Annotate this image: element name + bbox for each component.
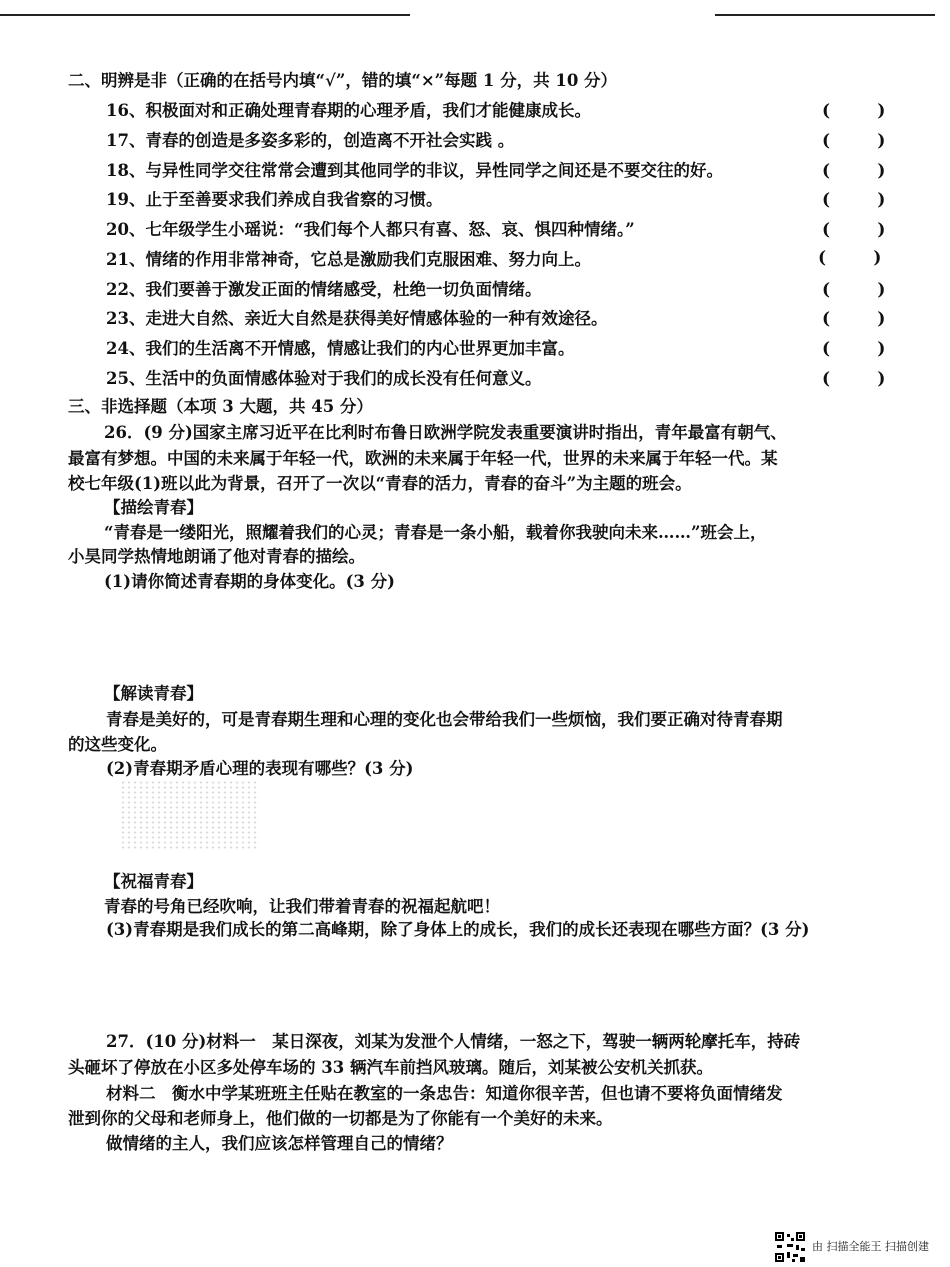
q26-part2-title: 【解读青春】 <box>104 684 203 703</box>
tf-item-24: 24、我们的生活离不开情感，情感让我们的内心世界更加丰富。 <box>106 339 575 358</box>
q26-part3-title: 【祝福青春】 <box>104 872 203 891</box>
answer-blank-19[interactable]: ( ) <box>822 190 886 210</box>
q26-question-3: (3)青春期是我们成长的第二高峰期，除了身体上的成长，我们的成长还表现在哪些方面？(3 分) <box>106 920 810 939</box>
answer-blank-23[interactable]: ( ) <box>822 309 886 329</box>
tf-item-18: 18、与异性同学交往常常会遭到其他同学的非议，异性同学之间还是不要交往的好。 <box>106 161 723 180</box>
answer-blank-20[interactable]: ( ) <box>822 220 886 240</box>
q26-part1-text-2: 小昊同学热情地朗诵了他对青春的描绘。 <box>68 547 365 566</box>
tf-item-17: 17、青春的创造是多姿多彩的，创造离不开社会实践 。 <box>106 131 515 150</box>
tf-item-20: 20、七年级学生小瑶说：“我们每个人都只有喜、怒、哀、惧四种情绪。” <box>106 220 635 239</box>
q26-part2-text-1: 青春是美好的，可是青春期生理和心理的变化也会带给我们一些烦恼，我们要正确对待青春期 <box>106 710 783 729</box>
answer-blank-17[interactable]: ( ) <box>822 131 886 151</box>
top-rule-right <box>715 14 935 16</box>
answer-blank-18[interactable]: ( ) <box>822 161 886 181</box>
tf-item-25: 25、生活中的负面情感体验对于我们的成长没有任何意义。 <box>106 369 542 388</box>
tf-item-21: 21、情绪的作用非常神奇，它总是激励我们克服困难、努力向上。 <box>106 250 591 269</box>
q26-intro-line-1: 26．(9 分)国家主席习近平在比利时布鲁日欧洲学院发表重要演讲时指出，青年最富有朝气、 <box>104 423 787 442</box>
scan-noise <box>120 780 260 850</box>
tf-item-22: 22、我们要善于激发正面的情绪感受，杜绝一切负面情绪。 <box>106 280 542 299</box>
q27-line-3: 材料二 衡水中学某班班主任贴在教室的一条忠告：知道你很辛苦，但也请不要将负面情绪发 <box>106 1084 783 1103</box>
answer-blank-21[interactable]: ( ) <box>818 248 882 268</box>
answer-blank-22[interactable]: ( ) <box>822 280 886 300</box>
q27-line-4: 泄到你的父母和老师身上，他们做的一切都是为了你能有一个美好的未来。 <box>68 1109 613 1128</box>
q26-part2-text-2: 的这些变化。 <box>68 735 167 754</box>
q26-question-2: (2)青春期矛盾心理的表现有哪些？(3 分) <box>106 759 414 778</box>
section2-heading: 二、明辨是非（正确的在括号内填“√”，错的填“×”每题 1 分，共 10 分） <box>68 71 618 90</box>
answer-blank-25[interactable]: ( ) <box>822 369 886 389</box>
scanner-watermark: 由 扫描全能王 扫描创建 <box>812 1240 929 1253</box>
tf-item-16: 16、积极面对和正确处理青春期的心理矛盾，我们才能健康成长。 <box>106 101 591 120</box>
tf-item-23: 23、走进大自然、亲近大自然是获得美好情感体验的一种有效途径。 <box>106 309 608 328</box>
q26-part1-title: 【描绘青春】 <box>104 498 203 517</box>
q27-line-1: 27．(10 分)材料一 某日深夜，刘某为发泄个人情绪，一怒之下，驾驶一辆两轮摩托车，持砖 <box>106 1032 801 1051</box>
q26-part1-text-1: “青春是一缕阳光，照耀着我们的心灵；青春是一条小船，载着你我驶向未来……”班会上， <box>104 523 767 542</box>
q27-line-2: 头砸坏了停放在小区多处停车场的 33 辆汽车前挡风玻璃。随后，刘某被公安机关抓获。 <box>68 1058 713 1077</box>
qr-code-icon <box>775 1232 805 1262</box>
q26-intro-line-3: 校七年级(1)班以此为背景，召开了一次以“青春的活力，青春的奋斗”为主题的班会。 <box>68 474 692 493</box>
q26-part3-text: 青春的号角已经吹响，让我们带着青春的祝福起航吧！ <box>104 897 500 916</box>
answer-blank-24[interactable]: ( ) <box>822 339 886 359</box>
section3-heading: 三、非选择题（本项 3 大题，共 45 分） <box>68 397 373 416</box>
q26-intro-line-2: 最富有梦想。中国的未来属于年轻一代，欧洲的未来属于年轻一代，世界的未来属于年轻一代。某 <box>68 449 778 468</box>
q26-question-1: (1)请你简述青春期的身体变化。(3 分) <box>104 572 395 591</box>
answer-blank-16[interactable]: ( ) <box>822 101 886 121</box>
q27-question: 做情绪的主人，我们应该怎样管理自己的情绪？ <box>106 1134 453 1153</box>
top-rule-left <box>0 14 410 16</box>
tf-item-19: 19、止于至善要求我们养成自我省察的习惯。 <box>106 190 443 209</box>
